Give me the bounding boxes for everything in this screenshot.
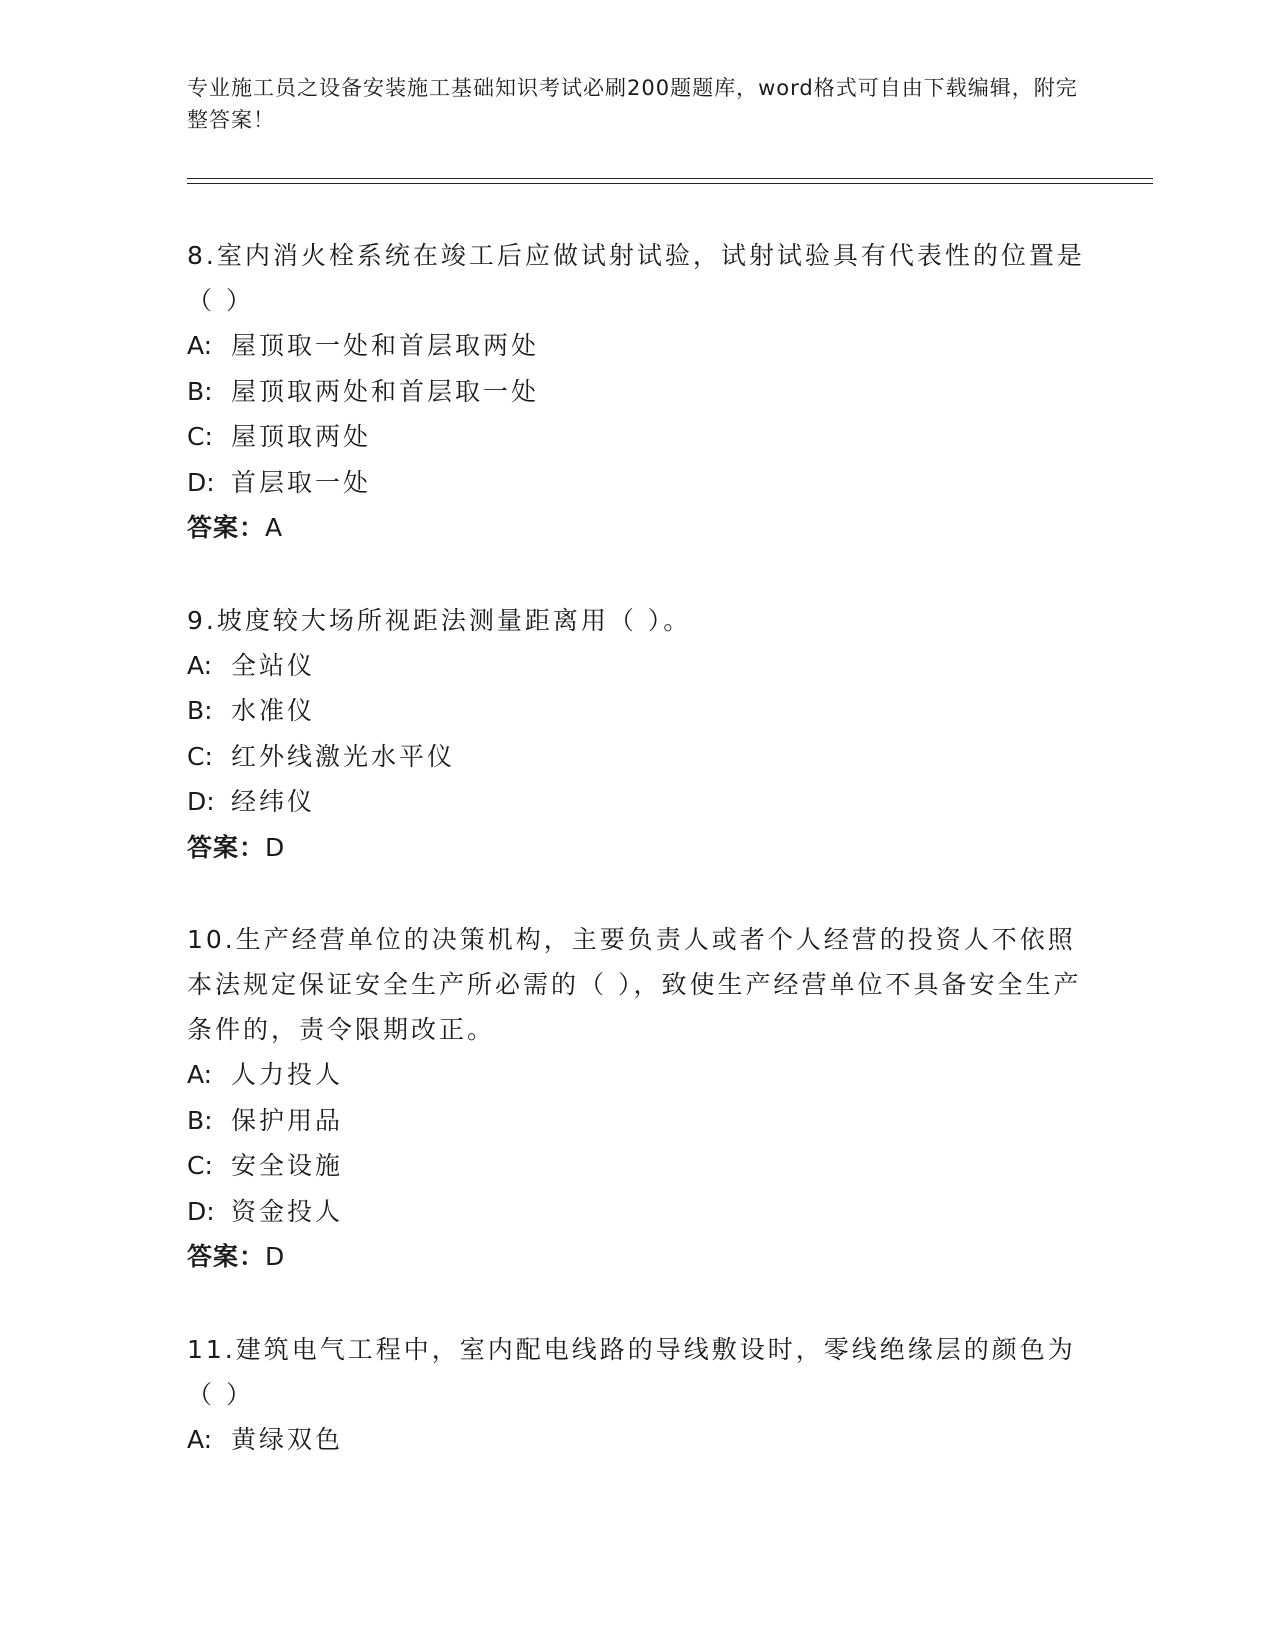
answer-line xyxy=(187,505,1087,551)
answer-value: D xyxy=(265,832,286,862)
option-a xyxy=(187,323,1087,369)
option-text: 水准仪 xyxy=(231,696,316,725)
option-text: 全站仪 xyxy=(231,650,316,680)
option-c xyxy=(187,414,1087,460)
question-stem: 9.坡度较大场所视距法测量距离用（ ）。 xyxy=(187,605,692,635)
option-letter: A: xyxy=(187,331,213,360)
option-b xyxy=(187,688,1087,734)
answer-line xyxy=(187,1234,1087,1280)
option-text: 屋顶取两处 xyxy=(231,422,372,451)
option-d xyxy=(187,779,1087,825)
question-9 xyxy=(187,598,1087,871)
answer-label: 答案： xyxy=(187,513,266,542)
question-10 xyxy=(187,917,1087,1280)
question-stem: 10.生产经营单位的决策机构，主要负责人或者个人经营的投资人不依照本法规定保证安全生产所必需的（ ），致使生产经营单位不具备安全生产条件的，责令限期改正。 xyxy=(187,925,1082,1044)
question-11 xyxy=(187,1327,1087,1463)
option-text: 安全设施 xyxy=(231,1151,344,1180)
option-text: 经纬仪 xyxy=(231,787,316,816)
option-letter: D: xyxy=(187,787,215,816)
option-b xyxy=(187,369,1087,415)
option-letter: A: xyxy=(187,1060,213,1089)
option-a xyxy=(187,1052,1087,1098)
option-a xyxy=(187,643,1087,689)
option-c xyxy=(187,734,1087,780)
document-header: 专业施工员之设备安装施工基础知识考试必刷200题题库，word格式可自由下载编辑，附完整答案！ xyxy=(187,76,1078,132)
option-letter: D: xyxy=(187,1196,215,1226)
option-letter: C: xyxy=(187,1151,213,1180)
option-text: 黄绿双色 xyxy=(231,1424,344,1454)
answer-value: A xyxy=(265,513,284,542)
option-letter: C: xyxy=(187,741,213,771)
option-letter: B: xyxy=(187,1105,213,1135)
header-divider-bottom xyxy=(187,183,1153,184)
option-text: 人力投人 xyxy=(231,1060,344,1089)
option-letter: B: xyxy=(187,696,213,725)
option-letter: C: xyxy=(187,422,213,451)
option-letter: B: xyxy=(187,376,213,406)
question-8 xyxy=(187,233,1087,551)
option-text: 首层取一处 xyxy=(231,467,372,497)
question-stem: 11.建筑电气工程中，室内配电线路的导线敷设时，零线绝缘层的颜色为（ ） xyxy=(187,1334,1076,1409)
option-letter: A: xyxy=(187,650,213,680)
answer-value: D xyxy=(265,1242,286,1271)
question-stem: 8.室内消火栓系统在竣工后应做试射试验，试射试验具有代表性的位置是（ ） xyxy=(187,241,1085,315)
option-d xyxy=(187,1189,1087,1235)
option-b xyxy=(187,1098,1087,1144)
option-text: 保护用品 xyxy=(231,1105,344,1135)
option-text: 屋顶取一处和首层取两处 xyxy=(231,331,540,360)
option-a xyxy=(187,1417,1087,1463)
option-letter: A: xyxy=(187,1424,213,1454)
option-text: 屋顶取两处和首层取一处 xyxy=(231,376,540,406)
header-divider-top xyxy=(187,178,1153,179)
answer-label: 答案： xyxy=(187,1242,266,1271)
option-text: 红外线激光水平仪 xyxy=(231,741,456,771)
question-list xyxy=(187,233,1087,1509)
option-c xyxy=(187,1143,1087,1189)
option-letter: D: xyxy=(187,467,215,497)
option-d xyxy=(187,460,1087,506)
answer-label: 答案： xyxy=(187,832,266,862)
answer-line xyxy=(187,825,1087,871)
option-text: 资金投人 xyxy=(231,1196,344,1226)
